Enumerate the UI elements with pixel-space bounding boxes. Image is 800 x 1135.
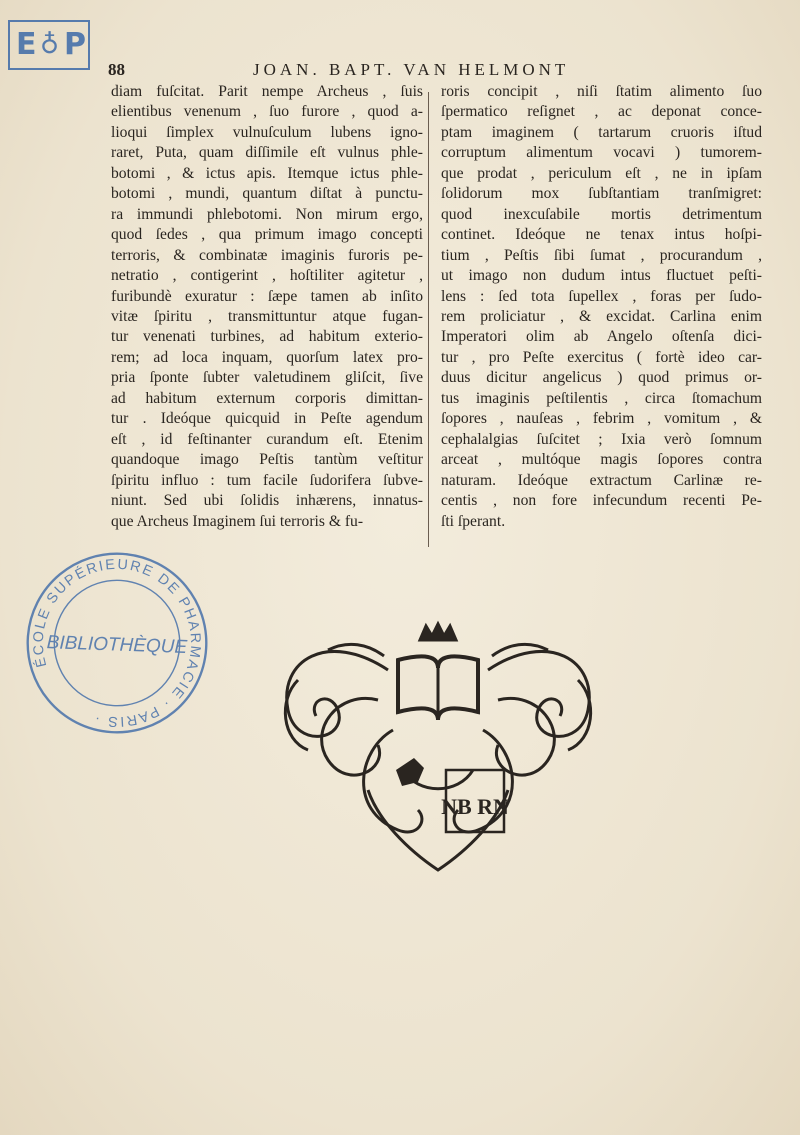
text-line: quandoque imago Peſtis tantùm veſtitur	[111, 451, 423, 469]
text-line: Imperatori olim ab Angelo oſtenſa dici-	[441, 328, 762, 346]
text-line: roris concipit , niſi ſtatim alimento ſuo	[441, 83, 762, 100]
library-stamp-mark	[8, 20, 90, 70]
text-line: naturam. Ideóque extractum Carlinæ re-	[441, 471, 762, 489]
text-line: pria ſponte ſubter valetudinem gliſcit, ſive	[111, 369, 423, 387]
page-header	[108, 60, 768, 84]
text-line: ptam imaginem ( tartarum cruoris iſtud	[441, 123, 762, 141]
text-line: eſt , id feſtinanter curandum eſt. Etenim	[111, 430, 423, 448]
bibliotheque-stamp	[0, 523, 237, 762]
text-line: ut imago non dudum intus fluctuet peſti-	[441, 267, 762, 285]
page-number: 88	[108, 60, 125, 79]
text-line: rem; ad loca inquam, quorſum latex pro-	[111, 348, 423, 366]
text-line: rem proliciatur , & excidat. Carlina enim	[441, 307, 762, 325]
text-line: ra immundi phlebotomi. Non mirum ergo,	[111, 205, 423, 223]
text-line: ſopores , nauſeas , febrim , vomitum , &	[441, 410, 762, 428]
text-line: quod inexcuſabile mortis detrimentum	[441, 205, 762, 223]
ornament-monogram: NB RN	[441, 794, 509, 819]
text-line: furibundè exuratur : ſæpe tamen ab inſito	[111, 287, 423, 305]
text-line: terroris, & combinatæ imaginis furoris pe-	[111, 246, 423, 264]
text-line: lens : ſed tota ſupellex , foras per ſudo-	[441, 287, 762, 305]
text-line: ſpiritu influo : tum facile ſudorifera ſubve-	[111, 471, 423, 489]
text-line: tur , pro Peſte exercitus ( fortè ideo car-	[441, 348, 762, 366]
text-line: tur . Ideóque quicquid in Peſte agendum	[111, 410, 423, 428]
text-line: raret, Puta, quam diſſimile eſt vulnus phle-	[111, 144, 423, 162]
text-line: botomi , mundi, quantum diſtat à punctu-	[111, 185, 423, 203]
text-line: quod ſedes , qua primum imago concepti	[111, 226, 423, 244]
running-title: JOAN. BAPT. VAN HELMONT	[253, 60, 570, 79]
text-line: vitæ ſpiritu , transmittuntur atque fugan-	[111, 307, 423, 325]
text-line: diam fuſcitat. Parit nempe Archeus , ſuis	[111, 83, 423, 100]
stamp-inner-text: BIBLIOTHÈQUE	[46, 632, 188, 659]
text-line: ſolidorum mox ſubſtantiam tranſmigret:	[441, 185, 762, 203]
text-line: duus dicitur angelicus ) quod primus or-	[441, 369, 762, 387]
text-line: netratio , contigerint , hoſtiliter agitetur ,	[111, 267, 423, 285]
text-line: ſpermatico reſignet , ac deponat conce-	[441, 103, 762, 121]
stamp-letter-p: P	[64, 27, 86, 62]
left-text-column	[111, 82, 423, 532]
text-line: elientibus venenum , ſuo furore , quod a-	[111, 103, 423, 121]
text-line: lioqui ſimplex vulnuſculum lubens igno-	[111, 123, 423, 141]
text-line: cephalalgias ſuſcitet ; Ixia verò ſomnum	[441, 430, 762, 448]
text-line: tus imaginis peſtilentis , circa ſtomachum	[441, 389, 762, 407]
text-line: niunt. Sed ubi ſolidis inhærens, innatus-	[111, 492, 423, 510]
text-line: tur venenati turbines, ad habitum exterio-	[111, 328, 423, 346]
text-line: tium , Peſtis ſibi ſumat , procurandum ,	[441, 246, 762, 264]
stamp-symbol: ♁	[40, 30, 60, 60]
right-text-column	[441, 82, 762, 532]
stamp-letter-e: E	[16, 27, 37, 62]
text-line: corruptum alimentum vocavi ) tumorem-	[441, 144, 762, 162]
text-line: que Archeus Imaginem ſui terroris & fu-	[111, 512, 364, 530]
text-line: botomi , & ictus apis. Itemque ictus phle-	[111, 164, 423, 182]
stamp-outer-text: ÉCOLE SUPÉRIEURE DE PHARMACIE · PARIS ·	[30, 556, 204, 730]
text-line: centis , non fore infecundum recenti Pe-	[441, 492, 762, 510]
text-line: ſti ſperant.	[441, 512, 506, 530]
printer-ornament	[268, 620, 608, 878]
text-line: ad habitum externum corporis dimittan-	[111, 389, 423, 407]
text-line: que prodat , periculum eſt , ne in ipſam	[441, 164, 762, 182]
text-line: arceat , multóque magis ſopores contra	[441, 451, 762, 469]
text-line: continet. Ideóque ne tenax intus hoſpi-	[441, 226, 762, 244]
column-divider	[428, 92, 429, 547]
